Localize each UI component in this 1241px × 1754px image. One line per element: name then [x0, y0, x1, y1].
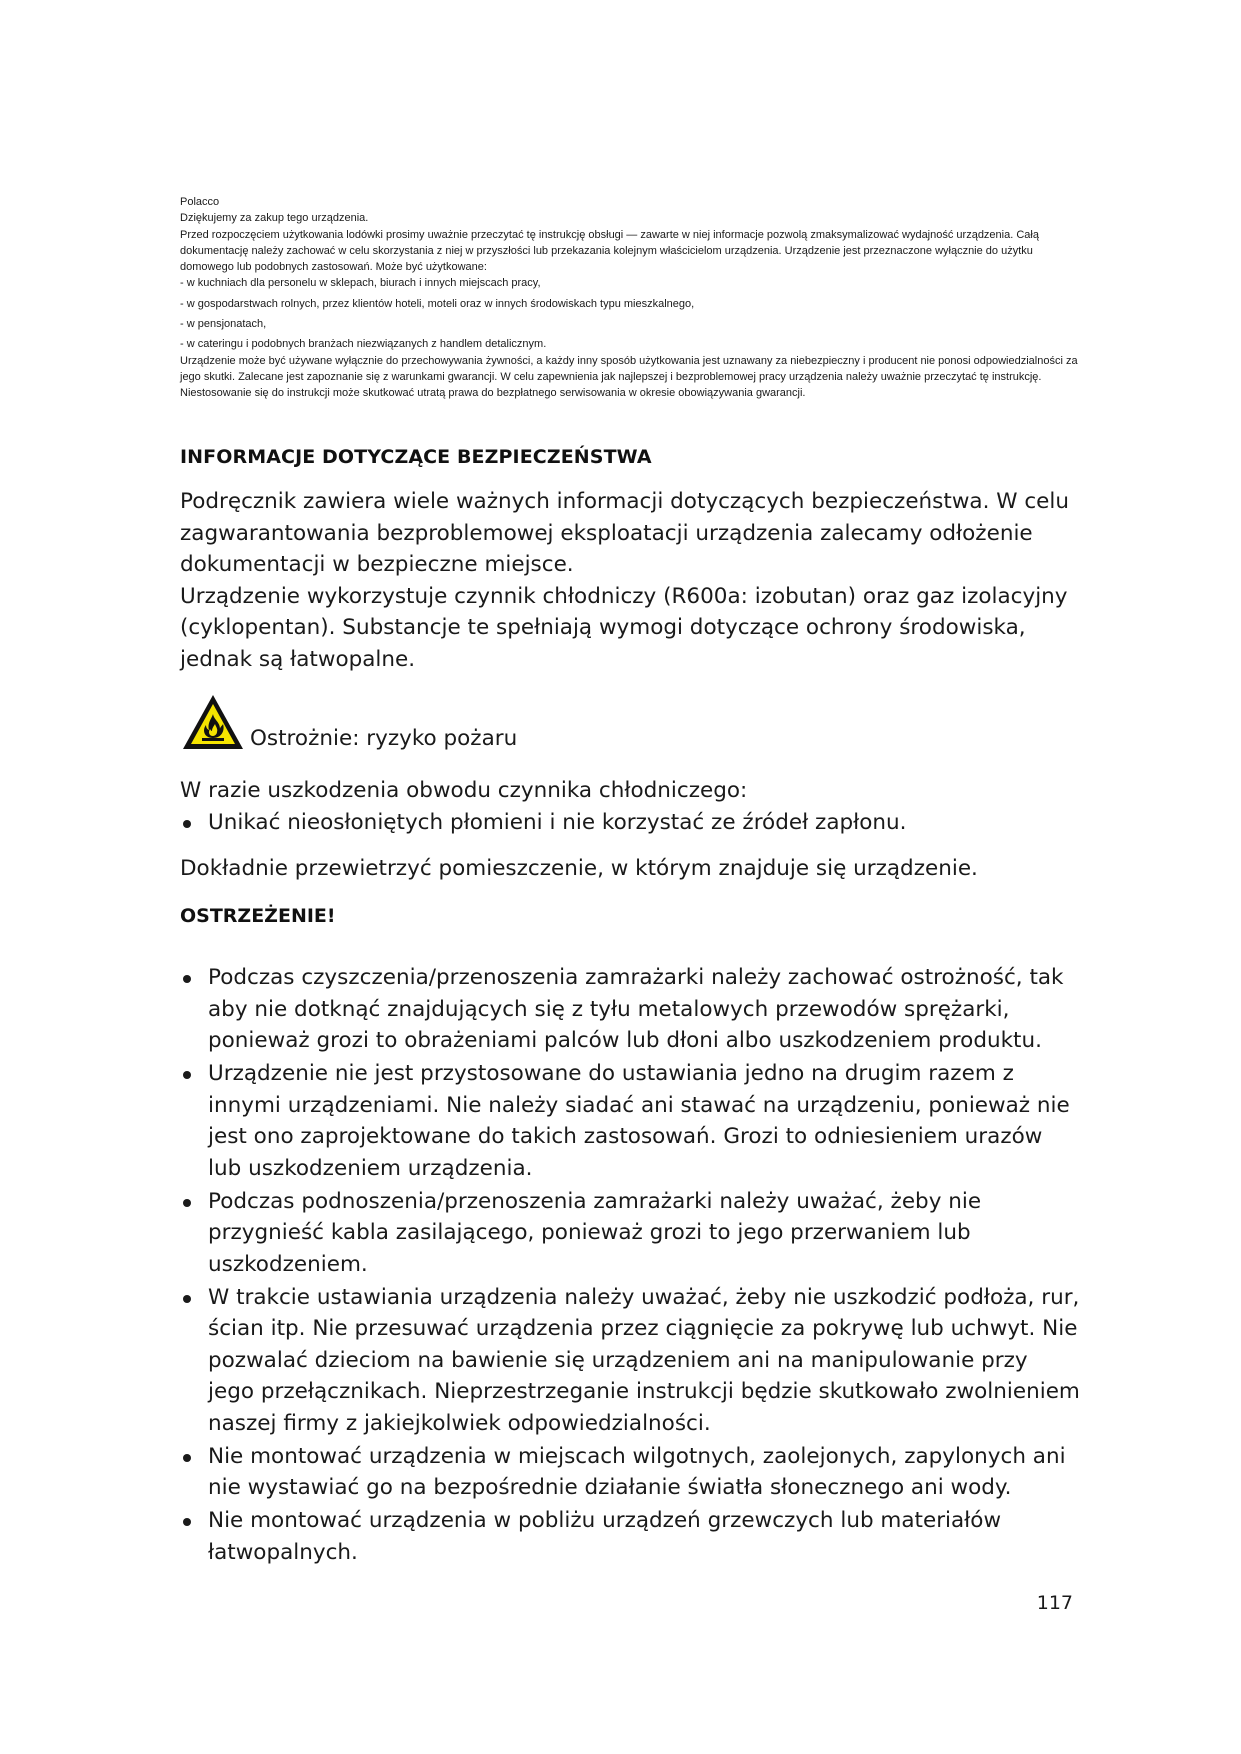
- brand-name: Polacco: [180, 196, 220, 208]
- safety-heading: INFORMACJE DOTYCZĄCE BEZPIECZEŃSTWA: [180, 446, 652, 468]
- circuit-list: [180, 807, 1080, 839]
- circuit-section: [180, 775, 1080, 838]
- thanks-line: Dziękujemy za zakup tego urządzenia.: [180, 212, 369, 225]
- list-item: W trakcie ustawiania urządzenia należy uważać, żeby nie uszkodzić podłoża, rur, ścian itp. Nie przesuwać urządzenia przez ciągnięcie za pokrywę lub uchwyt. Nie pozwalać dzieciom na bawienie się urządzeniem ani na manipulowanie przy jego przełącznikach. Nieprzestrzeganie instrukcji będzie skutkowało zwolnieniem naszej firmy z jakiejkolwiek odpowiedzialności.: [180, 1282, 1080, 1440]
- fire-warning-label: Ostrożnie: ryzyko pożaru: [250, 726, 518, 751]
- list-item: Nie montować urządzenia w miejscach wilgotnych, zaolejonych, zapylonych ani nie wystawiać go na bezpośrednie działanie światła słonecznego ani wody.: [180, 1441, 1080, 1504]
- use-item: - w gospodarstwach rolnych, przez klientów hoteli, moteli oraz w innych środowiskach typu mieszkalnego,: [180, 297, 695, 310]
- warning-heading: OSTRZEŻENIE!: [180, 905, 336, 927]
- use-item: - w cateringu i podobnych branżach niezwiązanych z handlem detalicznym.: [180, 338, 547, 351]
- page-number: 117: [1036, 1592, 1073, 1614]
- ventilate-instruction: Dokładnie przewietrzyć pomieszczenie, w którym znajduje się urządzenie.: [180, 856, 978, 881]
- fire-warning: [180, 692, 780, 752]
- intro-paragraph: Przed rozpoczęciem użytkowania lodówki prosimy uważnie przeczytać tę instrukcję obsługi — zawarte w niej informacje pozwolą zmaksymalizować wydajność urządzenia. Całą dokumentację należy zachować w celu skorzystania z niej w przyszłości lub przekazania kolejnym właścicielom urządzenia. Urządzenie jest przeznaczone wyłącznie do użytku domowego lub podobnych zastosowań. Może być użytkowane:: [180, 228, 1039, 274]
- list-item: Urządzenie nie jest przystosowane do ustawiania jedno na drugim razem z innymi urządzeniami. Nie należy siadać ani stawać na urządzeniu, ponieważ nie jest ono zaprojektowane do takich zastosowań. Grozi to odniesieniem urazów lub uszkodzeniem urządzenia.: [180, 1058, 1080, 1184]
- use-item: - w kuchniach dla personelu w sklepach, biurach i innych miejscach pracy,: [180, 277, 541, 290]
- safety-paragraph: Podręcznik zawiera wiele ważnych informacji dotyczących bezpieczeństwa. W celu zagwarantowania bezproblemowej eksploatacji urządzenia zalecamy odłożenie dokumentacji w bezpieczne miejsce.: [180, 489, 1069, 577]
- circuit-intro: W razie uszkodzenia obwodu czynnika chłodniczego:: [180, 778, 748, 803]
- refrigerant-paragraph: Urządzenie wykorzystuje czynnik chłodniczy (R600a: izobutan) oraz gaz izolacyjny (cyklopentan). Substancje te spełniają wymogi dotyczące ochrony środowiska, jednak są łatwopalne.: [180, 583, 1068, 672]
- list-item: Podczas podnoszenia/przenoszenia zamrażarki należy uważać, żeby nie przygnieść kabla zasilającego, ponieważ grozi to jego przerwaniem lub uszkodzeniem.: [180, 1186, 1080, 1281]
- intro-block: [180, 194, 1080, 402]
- flammable-warning-icon: [180, 692, 246, 752]
- safety-intro: [180, 486, 1080, 675]
- usage-paragraph: Urządzenie może być używane wyłącznie do przechowywania żywności, a każdy inny sposób użytkowania jest uznawany za niebezpieczny i producent nie ponosi odpowiedzialności za jego skutki. Zalecane jest zapoznanie się z warunkami gwarancji. W celu zapewnienia jak najlepszej i bezproblemowej pracy urządzenia należy uważnie przeczytać tę instrukcję. Niestosowanie się do instrukcji może skutkować utratą prawa do bezpłatnego serwisowania w okresie obowiązywania gwarancji.: [180, 354, 1078, 400]
- list-item: Podczas czyszczenia/przenoszenia zamrażarki należy zachować ostrożność, tak aby nie dotknąć znajdujących się z tyłu metalowych przewodów sprężarki, ponieważ grozi to obrażeniami palców lub dłoni albo uszkodzeniem produktu.: [180, 962, 1080, 1057]
- list-item: Unikać nieosłoniętych płomieni i nie korzystać ze źródeł zapłonu.: [180, 807, 1080, 839]
- warning-list: [180, 962, 1080, 1570]
- list-item: Nie montować urządzenia w pobliżu urządzeń grzewczych lub materiałów łatwopalnych.: [180, 1505, 1080, 1568]
- use-item: - w pensjonatach,: [180, 318, 267, 331]
